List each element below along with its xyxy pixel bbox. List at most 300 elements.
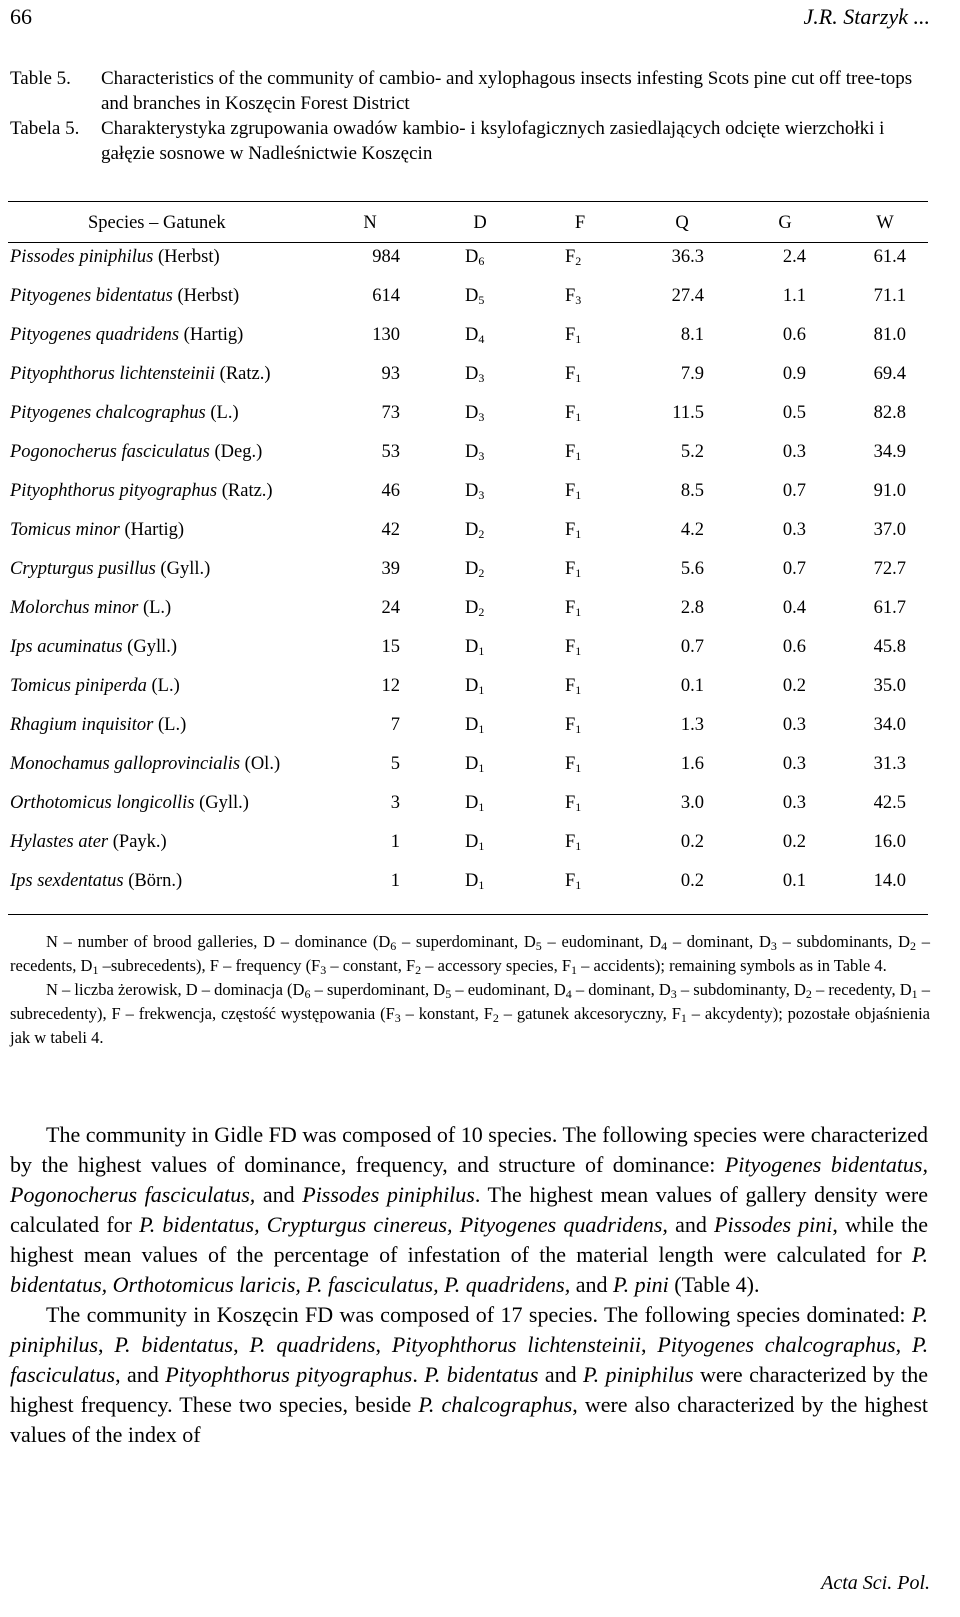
body-text-run: The community in Koszęcin FD was composed of 17 species. The following species dominated: — [46, 1302, 912, 1327]
table-row — [10, 829, 930, 868]
table-row — [10, 244, 930, 283]
species-name: Crypturgus pusillus — [10, 559, 156, 579]
species-name: Pityophthorus lichtensteinii — [10, 364, 216, 384]
italic-species-name: P. piniphilus — [583, 1362, 694, 1387]
f-symbol: F — [565, 676, 576, 696]
d-cell — [465, 361, 484, 387]
f-symbol: F — [565, 286, 576, 306]
d-subscript: 1 — [478, 839, 485, 853]
note-subscript: 3 — [770, 939, 777, 953]
n-cell: 984 — [372, 247, 400, 267]
d-symbol: D — [465, 403, 479, 423]
species-name: Monochamus galloprovincialis — [10, 754, 241, 774]
d-cell — [465, 244, 484, 270]
d-cell — [465, 439, 484, 465]
f-subscript: 1 — [575, 761, 582, 775]
header-species: Species – Gatunek — [88, 213, 226, 233]
d-subscript: 3 — [478, 449, 485, 463]
n-cell: 7 — [390, 715, 400, 735]
f-subscript: 1 — [575, 488, 582, 502]
note-subscript: 5 — [445, 987, 452, 1001]
d-subscript: 3 — [478, 371, 485, 385]
species-author: (Hartig) — [183, 325, 244, 345]
f-cell — [565, 361, 581, 387]
note-text: – konstant, F — [400, 1004, 493, 1023]
w-cell: 34.9 — [873, 442, 906, 462]
italic-species-name: Pityogenes chalcographus — [657, 1332, 896, 1357]
f-subscript: 1 — [575, 644, 582, 658]
note-subscript: 2 — [492, 1011, 499, 1025]
species-cell — [10, 595, 171, 621]
italic-species-name: P. bidentatus, Orthotomicus laricis, P. fasciculatus, P. quadridens, — [10, 1242, 928, 1297]
f-subscript: 1 — [575, 683, 582, 697]
species-name: Pityogenes bidentatus — [10, 286, 173, 306]
w-cell: 61.4 — [873, 247, 906, 267]
d-subscript: 5 — [478, 293, 485, 307]
species-cell — [10, 439, 262, 465]
f-cell — [565, 673, 581, 699]
f-subscript: 1 — [575, 449, 582, 463]
table-caption — [10, 66, 930, 166]
note-text: – akcydenty); pozostałe objaśnienia jak w tabeli 4. — [10, 1004, 930, 1047]
species-author: (Hartig) — [124, 520, 185, 540]
d-subscript: 1 — [478, 800, 485, 814]
note-text: N – number of brood galleries, D – dominance (D — [46, 932, 391, 951]
w-cell: 42.5 — [873, 793, 906, 813]
note-subscript: 3 — [670, 987, 677, 1001]
body-text-run: , and — [115, 1362, 166, 1387]
species-author: (Gyll.) — [127, 637, 178, 657]
f-symbol: F — [565, 247, 576, 267]
species-author: (L.) — [158, 715, 187, 735]
d-subscript: 1 — [478, 644, 485, 658]
note-text: – eudominant, D — [541, 932, 662, 951]
italic-species-name: P. chalcographus — [418, 1392, 573, 1417]
f-cell — [565, 400, 581, 426]
f-cell — [565, 478, 581, 504]
species-cell — [10, 790, 249, 816]
d-symbol: D — [465, 754, 479, 774]
f-subscript: 1 — [575, 800, 582, 814]
table-top-rule — [8, 201, 928, 202]
w-cell: 71.1 — [873, 286, 906, 306]
species-author: (Gyll.) — [160, 559, 211, 579]
d-cell — [465, 595, 484, 621]
d-symbol: D — [465, 247, 479, 267]
f-subscript: 1 — [575, 410, 582, 424]
g-cell: 0.6 — [782, 637, 806, 657]
f-cell — [565, 790, 581, 816]
table-notes — [10, 930, 930, 1050]
d-cell — [465, 517, 484, 543]
d-cell — [465, 829, 484, 855]
italic-species-name: P. bidentatus, Crypturgus cinereus, Pityogenes quadridens, — [139, 1212, 668, 1237]
table-row — [10, 751, 930, 790]
g-cell: 0.4 — [782, 598, 806, 618]
body-text-run: and — [667, 1212, 715, 1237]
italic-species-name: P. piniphilus — [10, 1302, 928, 1357]
species-cell — [10, 634, 177, 660]
w-cell: 61.7 — [873, 598, 906, 618]
q-cell: 27.4 — [671, 286, 704, 306]
d-cell — [465, 634, 484, 660]
f-cell — [565, 712, 581, 738]
species-author: (Ratz.) — [219, 364, 271, 384]
table-row — [10, 790, 930, 829]
table-row — [10, 595, 930, 634]
note-subscript: 2 — [805, 987, 812, 1001]
d-symbol: D — [465, 481, 479, 501]
f-symbol: F — [565, 559, 576, 579]
d-subscript: 3 — [478, 410, 485, 424]
species-name: Ips acuminatus — [10, 637, 123, 657]
f-symbol: F — [565, 598, 576, 618]
species-cell — [10, 556, 210, 582]
d-subscript: 2 — [478, 605, 485, 619]
note-polish — [10, 978, 930, 1050]
body-text-run: , were also characterized by the highest values of the index of — [10, 1392, 928, 1447]
species-cell — [10, 868, 182, 894]
d-symbol: D — [465, 832, 479, 852]
g-cell: 0.2 — [782, 676, 806, 696]
note-english — [10, 930, 930, 978]
body-text-run: The community in Gidle FD was composed of 10 species. The following species were characterized by the highest values of dominance, frequency, and structure of dominance: — [10, 1122, 928, 1177]
f-subscript: 2 — [575, 254, 582, 268]
note-text: – superdominant, D — [396, 932, 536, 951]
d-cell — [465, 712, 484, 738]
w-cell: 16.0 — [873, 832, 906, 852]
n-cell: 1 — [390, 832, 400, 852]
n-cell: 15 — [381, 637, 400, 657]
f-symbol: F — [565, 325, 576, 345]
f-subscript: 1 — [575, 605, 582, 619]
header-g: G — [778, 213, 792, 233]
species-author: (L.) — [151, 676, 180, 696]
d-cell — [465, 400, 484, 426]
f-symbol: F — [565, 481, 576, 501]
n-cell: 42 — [381, 520, 400, 540]
f-cell — [565, 283, 581, 309]
species-cell — [10, 400, 239, 426]
header-d: D — [473, 213, 487, 233]
species-cell — [10, 712, 186, 738]
n-cell: 1 — [390, 871, 400, 891]
w-cell: 45.8 — [873, 637, 906, 657]
running-author: J.R. Starzyk ... — [803, 4, 930, 29]
species-cell — [10, 517, 184, 543]
note-subscript: 4 — [661, 939, 668, 953]
d-subscript: 1 — [478, 683, 485, 697]
body-text-run: , — [895, 1332, 912, 1357]
q-cell: 7.9 — [680, 364, 704, 384]
f-subscript: 1 — [575, 371, 582, 385]
w-cell: 69.4 — [873, 364, 906, 384]
q-cell: 5.6 — [680, 559, 704, 579]
table-row — [10, 361, 930, 400]
d-cell — [465, 673, 484, 699]
species-name: Pityogenes quadridens — [10, 325, 180, 345]
page-number: 66 — [10, 4, 32, 29]
species-name: Pityogenes chalcographus — [10, 403, 206, 423]
d-symbol: D — [465, 364, 479, 384]
species-author: (Ol.) — [244, 754, 281, 774]
species-name: Rhagium inquisitor — [10, 715, 154, 735]
body-text-run: (Table 4). — [668, 1272, 760, 1297]
species-name: Ips sexdentatus — [10, 871, 124, 891]
g-cell: 0.5 — [782, 403, 806, 423]
table-row — [10, 868, 930, 907]
species-author: (L.) — [142, 598, 172, 618]
species-table — [10, 210, 930, 907]
table-header-row — [10, 210, 930, 244]
note-text: – dominant, D — [571, 980, 671, 999]
italic-species-name: Pissodes pini — [714, 1212, 833, 1237]
italic-species-name: Pityophthorus pityographus — [165, 1362, 413, 1387]
q-cell: 3.0 — [680, 793, 704, 813]
d-symbol: D — [465, 520, 479, 540]
n-cell: 24 — [381, 598, 400, 618]
n-cell: 53 — [381, 442, 400, 462]
note-subscript: 2 — [415, 963, 422, 977]
species-cell — [10, 283, 239, 309]
g-cell: 0.1 — [782, 871, 806, 891]
q-cell: 2.8 — [680, 598, 704, 618]
note-subscript: 3 — [320, 963, 327, 977]
table-row — [10, 712, 930, 751]
d-cell — [465, 556, 484, 582]
note-subscript: 1 — [680, 1011, 687, 1025]
note-text: – accidents); remaining symbols as in Table 4. — [577, 956, 887, 975]
species-name: Orthotomicus longicollis — [10, 793, 195, 813]
note-text: – recedenty, D — [811, 980, 912, 999]
w-cell: 34.0 — [873, 715, 906, 735]
f-symbol: F — [565, 442, 576, 462]
note-text: – subdominants, D — [776, 932, 911, 951]
note-text: – eudominant, D — [451, 980, 566, 999]
table-row — [10, 283, 930, 322]
f-cell — [565, 634, 581, 660]
note-text: – recedents, D — [10, 932, 930, 975]
table-row — [10, 478, 930, 517]
table-body — [10, 244, 930, 907]
d-symbol: D — [465, 871, 479, 891]
header-n: N — [363, 213, 377, 233]
note-text: –subrecedents), F – frequency (F — [98, 956, 321, 975]
body-text-run: were characterized by the highest frequency. These two species, beside — [10, 1362, 929, 1417]
n-cell: 39 — [381, 559, 400, 579]
species-author: (Börn.) — [128, 871, 183, 891]
q-cell: 0.2 — [680, 871, 704, 891]
note-text: – subdominanty, D — [676, 980, 806, 999]
f-symbol: F — [565, 364, 576, 384]
species-name: Pityophthorus pityographus — [10, 481, 218, 501]
d-cell — [465, 322, 484, 348]
body-text-run: . — [412, 1362, 425, 1387]
note-text: – gatunek akcesoryczny, F — [498, 1004, 681, 1023]
table-row — [10, 439, 930, 478]
f-cell — [565, 322, 581, 348]
body-text-run: , while the highest mean values of the percentage of infestation of the material length were calculated for — [10, 1212, 929, 1267]
d-subscript: 2 — [478, 527, 485, 541]
d-symbol: D — [465, 637, 479, 657]
note-text: – dominant, D — [667, 932, 771, 951]
w-cell: 72.7 — [873, 559, 906, 579]
f-symbol: F — [565, 793, 576, 813]
caption-english-label: Table 5. — [10, 68, 71, 89]
f-cell — [565, 439, 581, 465]
body-text-run: , — [98, 1332, 115, 1357]
species-name: Molorchus minor — [10, 598, 139, 618]
g-cell: 0.2 — [782, 832, 806, 852]
d-subscript: 1 — [478, 761, 485, 775]
species-cell — [10, 829, 167, 855]
n-cell: 46 — [381, 481, 400, 501]
g-cell: 0.3 — [782, 520, 806, 540]
d-subscript: 1 — [478, 722, 485, 736]
d-symbol: D — [465, 442, 479, 462]
n-cell: 5 — [390, 754, 400, 774]
species-author: (L.) — [210, 403, 239, 423]
q-cell: 11.5 — [672, 403, 704, 423]
species-author: (Payk.) — [112, 832, 167, 852]
body-paragraph — [10, 1120, 928, 1300]
f-symbol: F — [565, 715, 576, 735]
body-text-run: , — [233, 1332, 250, 1357]
f-cell — [565, 244, 581, 270]
f-symbol: F — [565, 637, 576, 657]
w-cell: 91.0 — [873, 481, 906, 501]
species-cell — [10, 244, 220, 270]
f-symbol: F — [565, 832, 576, 852]
g-cell: 2.4 — [782, 247, 806, 267]
g-cell: 0.3 — [782, 715, 806, 735]
note-text: N – liczba żerowisk, D – dominacja (D — [46, 980, 305, 999]
caption-polish-text: Charakterystyka zgrupowania owadów kambio- i ksylofagicznych zasiedlających odcięte wierzchołki i gałęzie sosnowe w Nadleśnictwie Koszęcin — [101, 118, 885, 164]
q-cell: 36.3 — [671, 247, 704, 267]
species-name: Tomicus piniperda — [10, 676, 147, 696]
italic-species-name: P. fasciculatus — [10, 1332, 929, 1387]
f-cell — [565, 829, 581, 855]
species-name: Pogonocherus fasciculatus — [10, 442, 210, 462]
w-cell: 82.8 — [873, 403, 906, 423]
f-subscript: 3 — [575, 293, 582, 307]
note-subscript: 6 — [390, 939, 397, 953]
n-cell: 93 — [381, 364, 400, 384]
w-cell: 35.0 — [873, 676, 906, 696]
d-subscript: 2 — [478, 566, 485, 580]
species-author: (Herbst) — [177, 286, 240, 306]
footer-journal: Acta Sci. Pol. — [821, 1572, 930, 1594]
body-text-run: and — [255, 1182, 303, 1207]
n-cell: 614 — [372, 286, 400, 306]
d-cell — [465, 790, 484, 816]
italic-species-name: P. bidentatus — [424, 1362, 539, 1387]
body-text-run: and — [570, 1272, 613, 1297]
w-cell: 31.3 — [873, 754, 906, 774]
f-symbol: F — [565, 754, 576, 774]
caption-polish — [10, 116, 930, 166]
d-symbol: D — [465, 793, 479, 813]
note-subscript: 1 — [911, 987, 918, 1001]
note-text: – superdominant, D — [310, 980, 446, 999]
n-cell: 73 — [381, 403, 400, 423]
species-cell — [10, 361, 271, 387]
w-cell: 37.0 — [873, 520, 906, 540]
g-cell: 0.3 — [782, 793, 806, 813]
f-cell — [565, 868, 581, 894]
q-cell: 0.1 — [680, 676, 704, 696]
species-author: (Gyll.) — [199, 793, 249, 813]
running-header — [10, 4, 930, 34]
italic-species-name: P. quadridens — [249, 1332, 376, 1357]
d-symbol: D — [465, 325, 479, 345]
g-cell: 0.3 — [782, 754, 806, 774]
q-cell: 0.2 — [680, 832, 704, 852]
italic-species-name: P. bidentatus — [114, 1332, 234, 1357]
q-cell: 8.5 — [680, 481, 704, 501]
species-author: (Ratz.) — [221, 481, 273, 501]
note-subscript: 2 — [910, 939, 917, 953]
d-symbol: D — [465, 715, 479, 735]
f-cell — [565, 751, 581, 777]
g-cell: 0.9 — [782, 364, 806, 384]
d-cell — [465, 868, 484, 894]
d-subscript: 3 — [478, 488, 485, 502]
n-cell: 12 — [381, 676, 400, 696]
q-cell: 8.1 — [680, 325, 704, 345]
body-text-run: . The highest mean values of gallery density were calculated for — [10, 1182, 929, 1237]
header-q: Q — [675, 213, 689, 233]
table-row — [10, 634, 930, 673]
q-cell: 5.2 — [680, 442, 704, 462]
note-subscript: 3 — [394, 1011, 401, 1025]
g-cell: 0.7 — [782, 481, 806, 501]
table-row — [10, 556, 930, 595]
q-cell: 1.6 — [680, 754, 704, 774]
table-bottom-rule — [8, 914, 928, 915]
f-cell — [565, 517, 581, 543]
body-text-run: and — [538, 1362, 584, 1387]
d-cell — [465, 283, 484, 309]
f-cell — [565, 595, 581, 621]
f-subscript: 1 — [575, 839, 582, 853]
f-symbol: F — [565, 871, 576, 891]
n-cell: 3 — [390, 793, 400, 813]
caption-polish-label: Tabela 5. — [10, 118, 80, 139]
table-row — [10, 673, 930, 712]
note-subscript: 5 — [535, 939, 542, 953]
f-subscript: 1 — [575, 878, 582, 892]
q-cell: 4.2 — [680, 520, 704, 540]
table-row — [10, 400, 930, 439]
note-text: – accessory species, F — [421, 956, 572, 975]
body-paragraph — [10, 1300, 928, 1450]
g-cell: 1.1 — [782, 286, 806, 306]
d-symbol: D — [465, 676, 479, 696]
q-cell: 0.7 — [680, 637, 704, 657]
italic-species-name: Pityogenes bidentatus, Pogonocherus fasciculatus, — [10, 1152, 928, 1207]
caption-english — [10, 66, 930, 116]
d-cell — [465, 751, 484, 777]
species-name: Tomicus minor — [10, 520, 120, 540]
g-cell: 0.3 — [782, 442, 806, 462]
body-text-run: , — [375, 1332, 392, 1357]
species-name: Hylastes ater — [10, 832, 109, 852]
n-cell: 130 — [372, 325, 400, 345]
header-w: W — [876, 213, 894, 233]
w-cell: 81.0 — [873, 325, 906, 345]
f-subscript: 1 — [575, 566, 582, 580]
